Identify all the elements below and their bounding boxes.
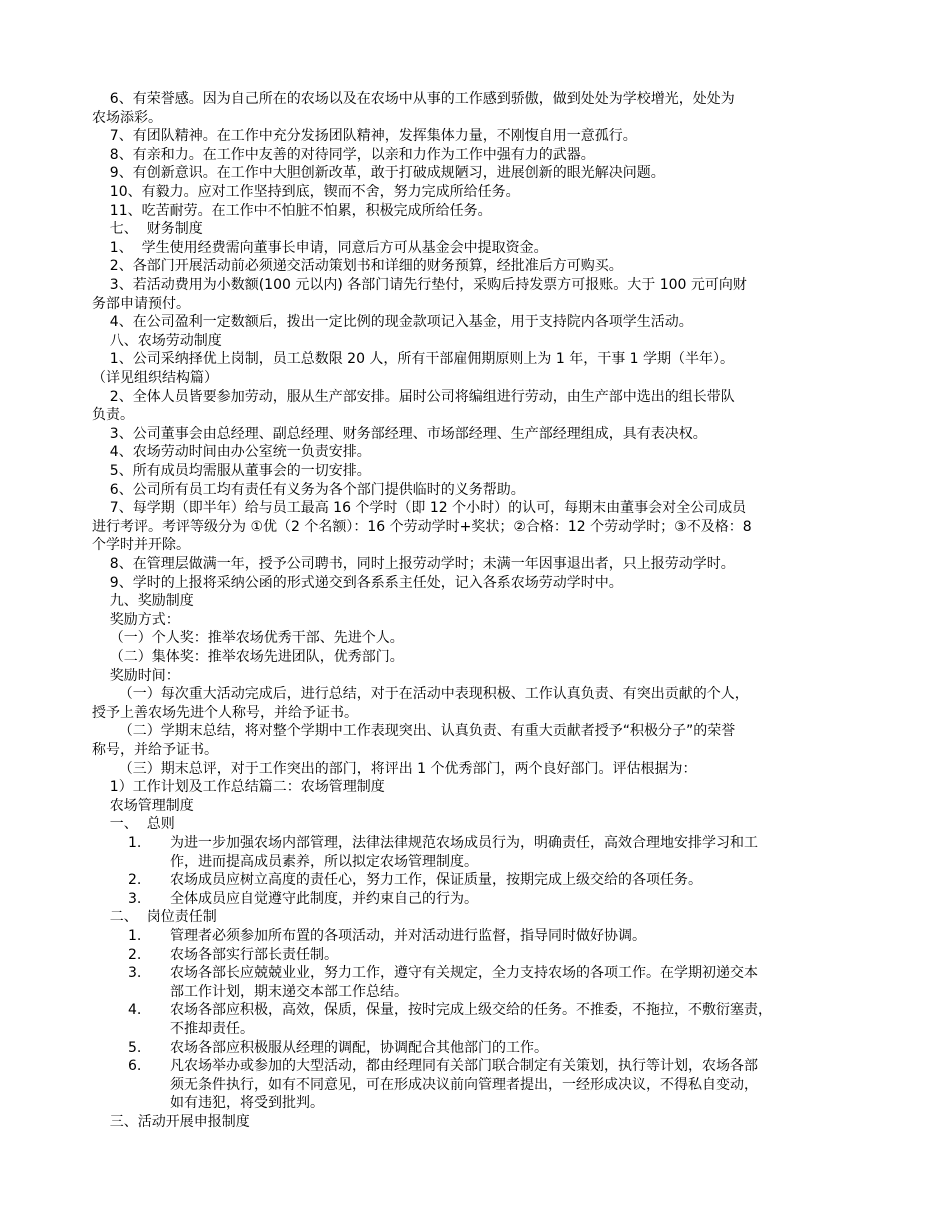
text-line: 3、公司董事会由总经理、副总经理、财务部经理、市场部经理、生产部经理组成，具有表决权。	[92, 425, 707, 442]
list-text: 农场成员应树立高度的责任心，努力工作，保证质量，按期完成上级交给的各项任务。	[170, 872, 702, 889]
list-number: 4.	[128, 1002, 142, 1019]
text-line: 一、 总则	[92, 816, 175, 833]
list-item	[0, 983, 950, 1001]
list-text: 农场各部应积极服从经理的调配，协调配合其他部门的工作。	[170, 1039, 548, 1056]
list-item	[0, 1001, 950, 1019]
text-line: （一）个人奖：推举农场优秀干部、先进个人。	[92, 630, 404, 647]
list-item	[0, 890, 950, 908]
text-line: 九、奖励制度	[92, 593, 194, 610]
list-text: 不推却责任。	[170, 1021, 254, 1037]
text-line: 7、每学期（即半年）给与员工最高 16 个学时（即 12 个小时）的认可，每期末由董事会对全公司成员	[92, 500, 747, 517]
text-line: 负责。	[92, 407, 134, 424]
text-line: 6、公司所有员工均有责任有义务为各个部门提供临时的义务帮助。	[92, 481, 525, 498]
text-line: 4、农场劳动时间由办公室统一负责安排。	[92, 444, 371, 461]
list-item	[0, 964, 950, 982]
text-line: 11、吃苦耐劳。在工作中不怕脏不怕累，积极完成所给任务。	[92, 202, 492, 219]
list-text: 农场各部实行部长责任制。	[170, 946, 338, 963]
text-line: 1、公司采纳择优上岗制，员工总数限 20 人，所有干部雇佣期原则上为 1 年，干事 1 学期（半年）。	[92, 351, 735, 368]
text-line: （详见组织结构篇）	[92, 370, 218, 386]
text-line: 七、 财务制度	[92, 221, 203, 238]
text-line: 10、有毅力。应对工作坚持到底，锲而不舍，努力完成所给任务。	[92, 184, 520, 200]
text-line: 5、所有成员均需服从董事会的一切安排。	[92, 463, 371, 479]
list-item	[0, 1076, 950, 1094]
list-text: 作，进而提高成员素养，所以拟定农场管理制度。	[170, 853, 478, 870]
list-text: 管理者必须参加所布置的各项活动，并对活动进行监督，指导同时做好协调。	[170, 928, 646, 944]
text-line: 2、各部门开展活动前必须递交活动策划书和详细的财务预算，经批准后方可购买。	[92, 258, 623, 275]
list-text: 部工作计划，期末递交本部工作总结。	[170, 983, 408, 1000]
list-text: 凡农场举办或参加的大型活动，都由经理同有关部门联合制定有关策划，执行等计划，农场各部	[170, 1058, 758, 1075]
text-line: 奖励时间：	[92, 667, 180, 684]
list-text: 如有违犯，将受到批判。	[170, 1095, 324, 1112]
list-number: 2.	[128, 872, 142, 889]
list-number: 5.	[128, 1039, 142, 1056]
text-line: 务部申请预付。	[92, 295, 190, 312]
list-text: 全体成员应自觉遵守此制度，并约束自己的行为。	[170, 890, 478, 907]
list-item	[0, 834, 950, 852]
list-item	[0, 871, 950, 889]
text-line: （三）期末总评，对于工作突出的部门，将评出 1 个优秀部门，两个良好部门。评估根据为：	[92, 760, 697, 777]
section-heading: 二、 岗位责任制	[92, 909, 217, 926]
text-line: 4、在公司盈利一定数额后，拨出一定比例的现金款项记入基金，用于支持院内各项学生活动。	[92, 314, 693, 331]
list-number: 3.	[128, 965, 142, 982]
text-line: 八、农场劳动制度	[92, 332, 222, 349]
list-text: 须无条件执行，如有不同意见，可在形成决议前向管理者提出，一经形成决议，不得私自变动，	[170, 1076, 758, 1093]
text-line: （二）学期末总结，将对整个学期中工作表现突出、认真负责、有重大贡献者授予“积极分子”的荣誉	[92, 723, 736, 740]
list-item	[0, 1094, 950, 1112]
list-number: 3.	[128, 890, 142, 907]
text-line: 3、若活动费用为小数额(100 元以内) 各部门请先行垫付，采购后持发票方可报账。大于 100 元可向财	[92, 277, 747, 293]
list-text: 农场各部应积极，高效，保质，保量，按时完成上级交给的任务。不推委，不拖拉，不敷衍塞责，	[170, 1002, 772, 1019]
section-heading: 三、活动开展申报制度	[92, 1114, 250, 1130]
list-item	[0, 1020, 950, 1038]
list-number: 6.	[128, 1058, 142, 1075]
text-line: 9、有创新意识。在工作中大胆创新改革，敢于打破成规陋习，进展创新的眼光解决问题。	[92, 165, 665, 182]
list-item	[0, 1039, 950, 1057]
text-line: 2、全体人员皆要参加劳动，服从生产部安排。届时公司将编组进行劳动，由生产部中选出的组长带队	[92, 388, 735, 405]
text-line: 授予上善农场先进个人称号，并给予证书。	[92, 704, 358, 721]
list-number: 2.	[128, 946, 142, 963]
text-line: 进行考评。考评等级分为 ①优（2 个名额）：16 个劳动学时+奖状；②合格：12 个劳动学时；③不及格：8	[92, 518, 752, 535]
text-line: （一）每次重大活动完成后，进行总结，对于在活动中表现积极、工作认真负责、有突出贡献的个人，	[92, 686, 749, 703]
text-line: 8、在管理层做满一年，授予公司聘书，同时上报劳动学时；未满一年因事退出者，只上报劳动学时。	[92, 556, 735, 572]
list-text: 为进一步加强农场内部管理，法律法律规范农场成员行为，明确责任，高效合理地安排学习和工	[170, 835, 758, 851]
list-number: 1.	[128, 835, 142, 851]
list-text: 农场各部长应兢兢业业，努力工作，遵守有关规定，全力支持农场的各项工作。在学期初递交本	[170, 965, 758, 982]
text-line: 农场添彩。	[92, 109, 162, 126]
list-item	[0, 946, 950, 964]
text-line: 9、学时的上报将采纳公函的形式递交到各系系主任处，记入各系农场劳动学时中。	[92, 574, 623, 591]
text-line: 1、 学生使用经费需向董事长申请，同意后方可从基金会中提取资金。	[92, 239, 548, 256]
text-line: （二）集体奖：推举农场先进团队，优秀部门。	[92, 649, 404, 665]
list-item	[0, 853, 950, 871]
text-line: 1）工作计划及工作总结篇二：农场管理制度	[92, 779, 385, 796]
list-item	[0, 1057, 950, 1075]
text-line: 7、有团队精神。在工作中充分发扬团队精神，发挥集体力量，不刚愎自用一意孤行。	[92, 128, 637, 145]
list-item	[0, 927, 950, 945]
text-line: 称号，并给予证书。	[92, 742, 218, 758]
text-line: 个学时并开除。	[92, 537, 190, 554]
list-number: 1.	[128, 928, 142, 944]
text-line: 奖励方式：	[92, 611, 180, 628]
text-line: 8、有亲和力。在工作中友善的对待同学，以亲和力作为工作中强有力的武器。	[92, 146, 595, 163]
text-line: 6、有荣誉感。因为自己所在的农场以及在农场中从事的工作感到骄傲，做到处处为学校增光，处处为	[92, 91, 735, 107]
text-line: 农场管理制度	[92, 797, 194, 814]
